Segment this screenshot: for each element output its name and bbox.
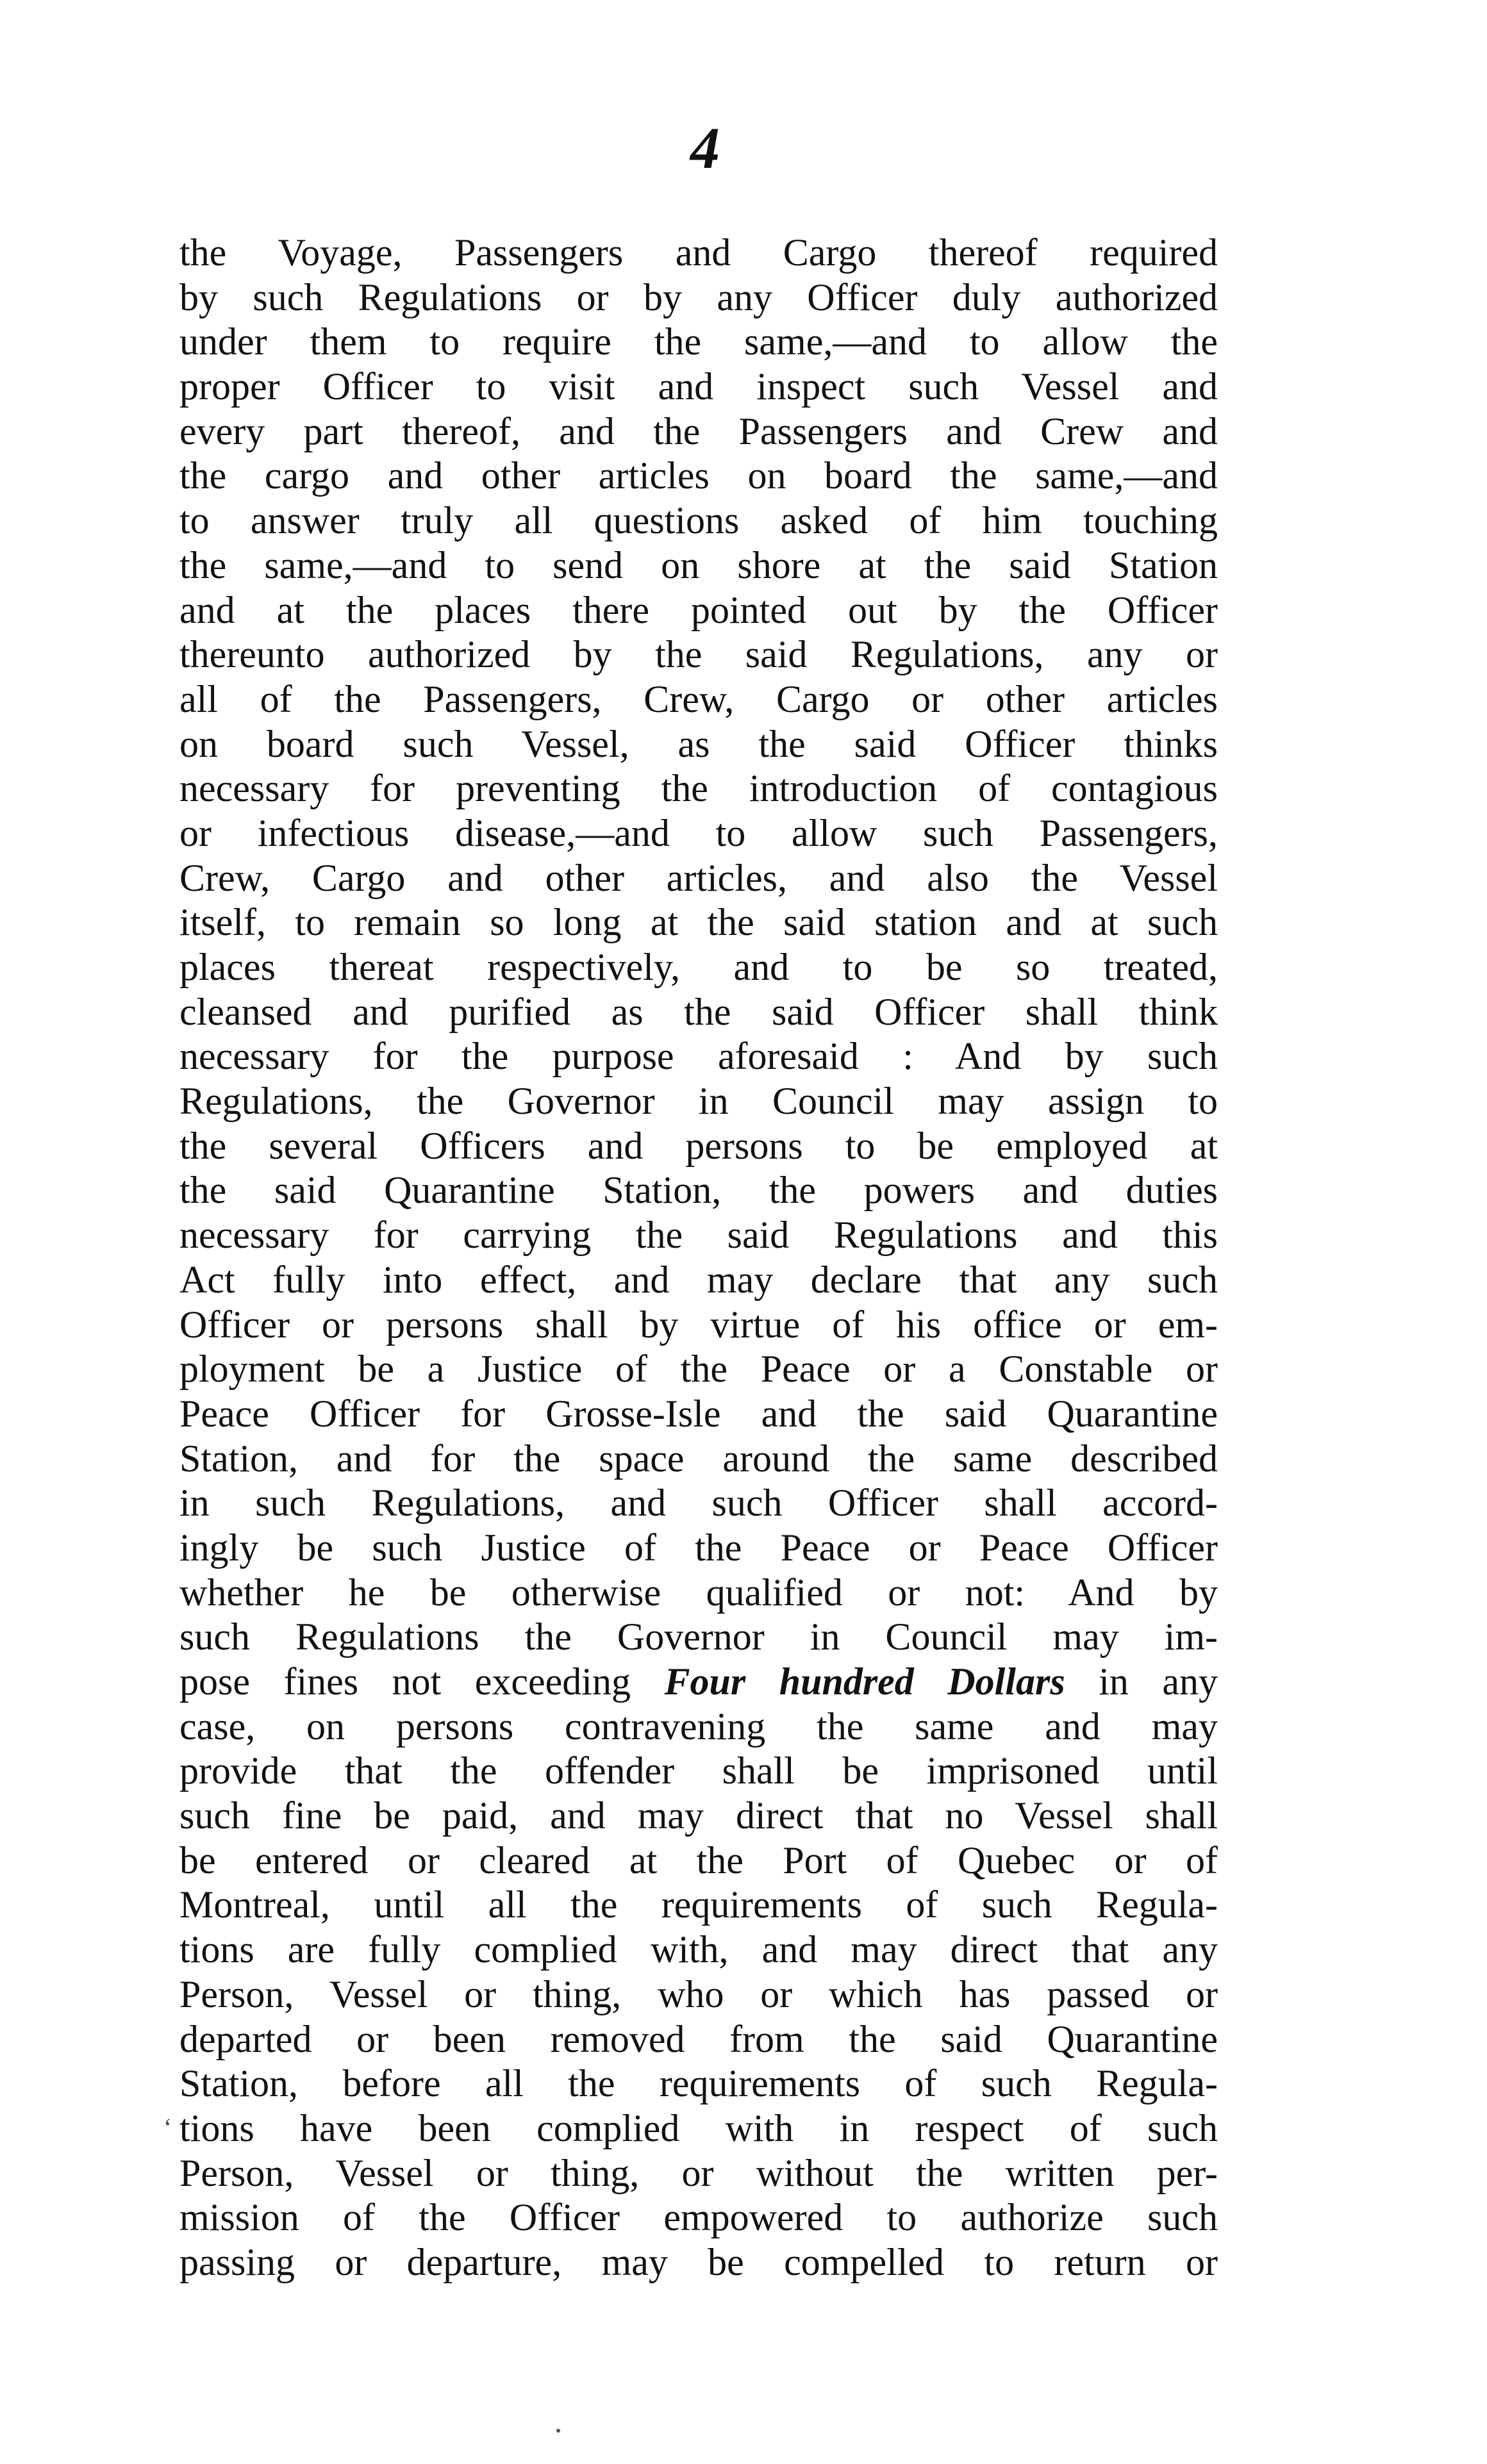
page-speck [556, 2429, 560, 2433]
text-line: the Voyage, Passengers and Cargo thereof required [179, 231, 1218, 274]
text-line: Act fully into effect, and may declare that any such [179, 1258, 1218, 1301]
text-line [179, 1660, 1218, 1705]
text-line: proper Officer to visit and inspect such Vessel and [179, 365, 1218, 408]
text-line: provide that the offender shall be imprisoned until [179, 1749, 1218, 1792]
text-line: Crew, Cargo and other articles, and also the Vessel [179, 856, 1218, 899]
text-line: Station, and for the space around the same described [179, 1437, 1218, 1480]
text-line: tions have been complied with in respect of such [179, 2106, 1218, 2149]
text-line: by such Regulations or by any Officer duly authorized [179, 276, 1218, 318]
text-line: Montreal, until all the requirements of such Regula- [179, 1883, 1218, 1926]
text-line: cleansed and purified as the said Officer shall think [179, 990, 1218, 1033]
text-line: necessary for preventing the introduction of contagious [179, 767, 1218, 810]
text-line: such Regulations the Governor in Council may im- [179, 1616, 1218, 1658]
text-line: Person, Vessel or thing, who or which has passed or [179, 1972, 1218, 2015]
text-line: Peace Officer for Grosse-Isle and the said Quarantine [179, 1392, 1218, 1435]
text-line: thereunto authorized by the said Regulations, any or [179, 633, 1218, 676]
text-line: under them to require the same,—and to allow the [179, 320, 1218, 363]
text-segment: in any [1065, 1660, 1218, 1703]
text-line: on board such Vessel, as the said Officer thinks [179, 722, 1218, 765]
text-line: in such Regulations, and such Officer shall accord- [179, 1482, 1218, 1525]
text-line: tions are fully complied with, and may direct that any [179, 1928, 1218, 1971]
text-line: the cargo and other articles on board the same,—and [179, 454, 1218, 497]
body-text [179, 231, 1218, 2285]
text-line: the several Officers and persons to be employed at [179, 1124, 1218, 1167]
text-line: passing or departure, may be compelled to return or [179, 2240, 1218, 2283]
text-line: places thereat respectively, and to be so treated, [179, 946, 1218, 988]
text-line: whether he be otherwise qualified or not: And by [179, 1571, 1218, 1614]
text-line: the same,—and to send on shore at the said Station [179, 543, 1218, 586]
text-line: ingly be such Justice of the Peace or Peace Officer [179, 1526, 1218, 1569]
text-line: necessary for carrying the said Regulations and this [179, 1214, 1218, 1257]
text-line: Officer or persons shall by virtue of his office or em- [179, 1303, 1218, 1346]
margin-mark: ‘ [163, 2113, 172, 2142]
text-line: all of the Passengers, Crew, Cargo or other articles [179, 677, 1218, 720]
text-line: ployment be a Justice of the Peace or a Constable or [179, 1348, 1218, 1391]
text-line: itself, to remain so long at the said station and at such [179, 901, 1218, 944]
emphasized-amount: Four hundred Dollars [664, 1660, 1065, 1703]
text-line: and at the places there pointed out by the Officer [179, 588, 1218, 631]
text-line: Regulations, the Governor in Council may assign to [179, 1080, 1218, 1123]
text-line: every part thereof, and the Passengers and Crew and [179, 409, 1218, 452]
text-line: be entered or cleared at the Port of Quebec or of [179, 1839, 1218, 1881]
text-line: case, on persons contravening the same and may [179, 1705, 1218, 1748]
text-line: or infectious disease,—and to allow such Passengers, [179, 811, 1218, 854]
text-line: to answer truly all questions asked of him touching [179, 499, 1218, 542]
text-segment: pose fines not exceeding [179, 1660, 665, 1703]
text-line: necessary for the purpose aforesaid : And by such [179, 1035, 1218, 1078]
text-line: departed or been removed from the said Quarantine [179, 2017, 1218, 2060]
text-line: mission of the Officer empowered to authorize such [179, 2196, 1218, 2239]
text-line: Person, Vessel or thing, or without the written per- [179, 2151, 1218, 2194]
page-number: 4 [690, 115, 720, 181]
text-line: Station, before all the requirements of such Regula- [179, 2062, 1218, 2105]
text-line: the said Quarantine Station, the powers and duties [179, 1169, 1218, 1212]
text-line: such fine be paid, and may direct that no Vessel shall [179, 1794, 1218, 1837]
